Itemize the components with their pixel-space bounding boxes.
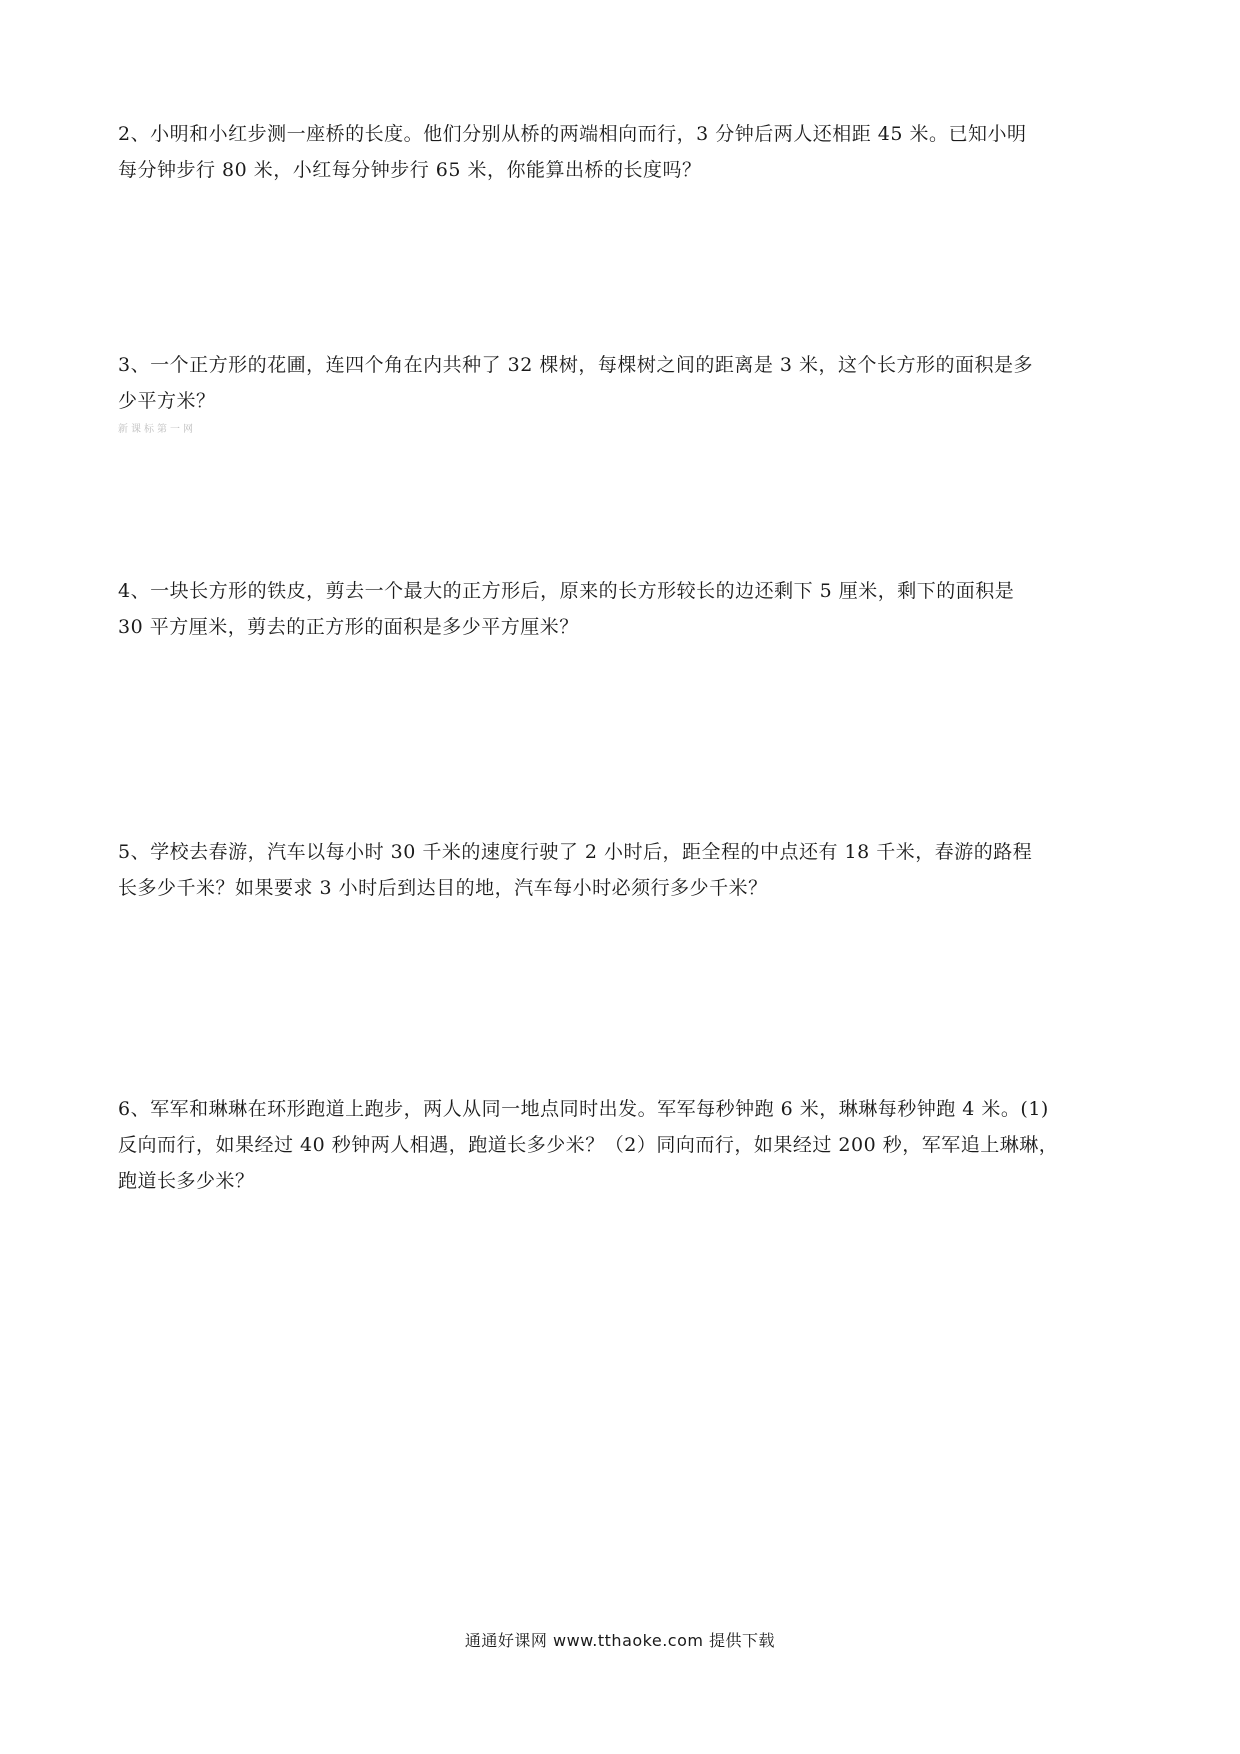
problem-6-line-2: 反向而行，如果经过 40 秒钟两人相遇，跑道长多少米？（2）同向而行，如果经过 200 秒，军军追上琳琳，: [118, 1134, 1059, 1156]
problem-2: [118, 116, 1133, 188]
problem-5-line-2: 长多少千米？如果要求 3 小时后到达目的地，汽车每小时必须行多少千米？: [118, 877, 768, 899]
problem-3-line-1: 3、一个正方形的花圃，连四个角在内共种了 32 棵树，每棵树之间的距离是 3 米，这个长方形的面积是多: [118, 354, 1034, 376]
page-footer: 通通好课网 www.tthaoke.com 提供下载: [464, 1631, 776, 1650]
problem-2-line-2: 每分钟步行 80 米，小红每分钟步行 65 米，你能算出桥的长度吗？: [118, 159, 702, 181]
problem-6-line-1: 6、军军和琳琳在环形跑道上跑步，两人从同一地点同时出发。军军每秒钟跑 6 米，琳琳每秒钟跑 4 米。(1): [118, 1098, 1049, 1120]
problem-4-line-2: 30 平方厘米，剪去的正方形的面积是多少平方厘米？: [118, 616, 579, 638]
problem-2-line-1: 2、小明和小红步测一座桥的长度。他们分别从桥的两端相向而行，3 分钟后两人还相距 45 米。已知小明: [118, 123, 1027, 145]
problem-4-line-1: 4、一块长方形的铁皮，剪去一个最大的正方形后，原来的长方形较长的边还剩下 5 厘米，剩下的面积是: [118, 580, 1015, 602]
problem-6-line-3: 跑道长多少米？: [118, 1170, 255, 1192]
problem-5: [118, 834, 1133, 906]
problem-4: [118, 573, 1133, 645]
problem-3: [118, 347, 1133, 419]
problem-6: [118, 1091, 1133, 1199]
watermark-text: 新课标第一网: [118, 424, 196, 435]
problem-3-line-2: 少平方米？: [118, 390, 216, 412]
problem-5-line-1: 5、学校去春游，汽车以每小时 30 千米的速度行驶了 2 小时后，距全程的中点还有 18 千米，春游的路程: [118, 841, 1033, 863]
